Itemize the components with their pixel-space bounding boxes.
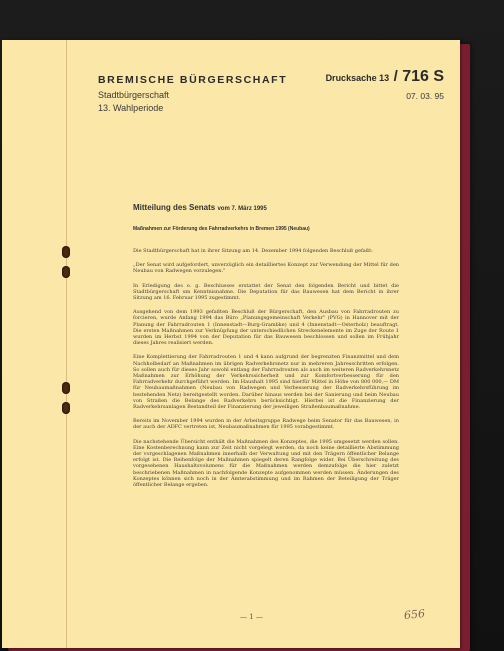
title-main: Mitteilung des Senats bbox=[133, 203, 216, 212]
page-number: — 1 — bbox=[240, 613, 263, 621]
paragraph: Eine Komplettierung der Fahrradrouten 1 und 4 kann aufgrund der begrenzten Finanzmittel und dem Nachholbedarf an Maßnahmen im übrigen Radverkehrsnetz nur in mehreren Jahresschritten erfolgen. So sollen auch für dieses Jahr sowohl entlang der Fahrradrouten als auch im weiteren Radverkehrsnetz Maßnahmen zur Erhöhung der Verkehrssicherheit und zur Komfortverbesserung für den Fahrradverkehr durchgeführt werden. Im Haushalt 1995 sind hierfür Mittel in Höhe von 800 000,— DM für Neubaumaßnahmen (Neubau von Radwegen und Verbesserung der Radverkehrsführung im bestehenden Netz) bereitgestellt worden. Darüber hinaus werden bei der Sanierung und beim Neubau von Straßen die Belange des Radverkehrs berücksichtigt. Hierbei ist die Finanzierung der Radverkehrsanlagen Bestandteil der Finanzierung der jeweiligen Straßenbaumaßnahme. bbox=[133, 354, 399, 411]
paragraph: Bereits im November 1994 wurden in der Arbeitsgruppe Radwege beim Senator für das Bauwesen, in der auch der ADFC vertreten ist, Neubaumaßnahmen für 1995 vorabgestimmt. bbox=[133, 418, 399, 431]
doc-slash: / bbox=[393, 68, 398, 85]
paragraph: In Erledigung des o. g. Beschlusses erstattet der Senat den folgenden Bericht und bittet die Stadtbürgerschaft um Kenntnisnahme. Die Deputation für das Bauwesen hat dem Bericht in ihrer Sitzung am 16. Februar 1995 zugestimmt. bbox=[133, 282, 399, 302]
punch-hole bbox=[62, 382, 70, 394]
paragraph: Die nachstehende Übersicht enthält die Maßnahmen des Konzeptes, die 1995 umgesetzt werden sollen. Eine Kostenberechnung kann zur Zeit nicht vorgelegt werden, da noch keine detaillierte Abstimmung der vorgeschlagenen Maßnahmen innerhalb der Verwaltung und mit den Trägern öffentlicher Belange erfolgt ist. Die Reihenfolge der Maßnahmen spiegelt deren Rangfolge wider. Bei Überschreitung des vorgesehenen Haushaltsvolumens für die Maßnahmen werden demzufolge die hier zuletzt beschriebenen Maßnahmen in nachfolgende Konzepte aufgenommen werden müssen. Änderungen des Konzeptes können sich noch in der Ämterabstimmung und im Rahmen der Beteiligung der Träger öffentlicher Belange ergeben. bbox=[133, 438, 399, 489]
doc-label: Drucksache 13 bbox=[325, 73, 390, 83]
page-title bbox=[133, 203, 399, 212]
punch-hole bbox=[62, 246, 70, 258]
punch-hole bbox=[62, 266, 70, 278]
parliament-name: BREMISCHE BÜRGERSCHAFT bbox=[98, 74, 288, 86]
document-subtitle: Maßnahmen zur Förderung des Fahrradverkehrs in Bremen 1995 (Neubau) bbox=[133, 226, 310, 232]
paragraph: „Der Senat wird aufgefordert, unverzüglich ein detailliertes Konzept zur Verwendung der Mittel für den Neubau von Radwegen vorzulegen." bbox=[133, 262, 399, 275]
paragraph: Die Stadtbürgerschaft hat in ihrer Sitzung am 14. Dezember 1994 folgenden Beschluß gefaßt: bbox=[133, 248, 373, 254]
document-date: 07. 03. 95 bbox=[406, 91, 444, 101]
document-header bbox=[98, 68, 444, 113]
legislative-period: 13. Wahlperiode bbox=[98, 103, 164, 113]
title-date: vom 7. März 1995 bbox=[217, 206, 267, 212]
paragraph: Ausgehend von dem 1993 gefaßten Beschluß der Bürgerschaft, den Ausbau von Fahrradrouten zu forcieren, wurde Anfang 1994 das Büro „Planungsgemeinschaft Verkehr" (PVG) in Hannover mit der Planung der Fahrradrouten 1 (Innenstadt—Burg-Grambke) und 4 (Innenstadt—Osterholz) beauftragt. Die ersten Maßnahmen zur Verknüpfung der unterschiedlichen Streckenelemente im Zuge der Route 1 wurden im Herbst 1994 von der Deputation für das Bauwesen beschlossen und sollen im Frühjahr dieses Jahres realisiert werden. bbox=[133, 309, 399, 347]
document-page bbox=[2, 40, 460, 648]
document-body bbox=[133, 203, 399, 488]
doc-number: 716 S bbox=[402, 68, 444, 85]
page-fold bbox=[66, 40, 67, 648]
punch-hole bbox=[62, 402, 70, 414]
chamber-name: Stadtbürgerschaft bbox=[98, 90, 170, 100]
document-number bbox=[326, 68, 444, 86]
handwritten-note: 656 bbox=[403, 606, 426, 623]
